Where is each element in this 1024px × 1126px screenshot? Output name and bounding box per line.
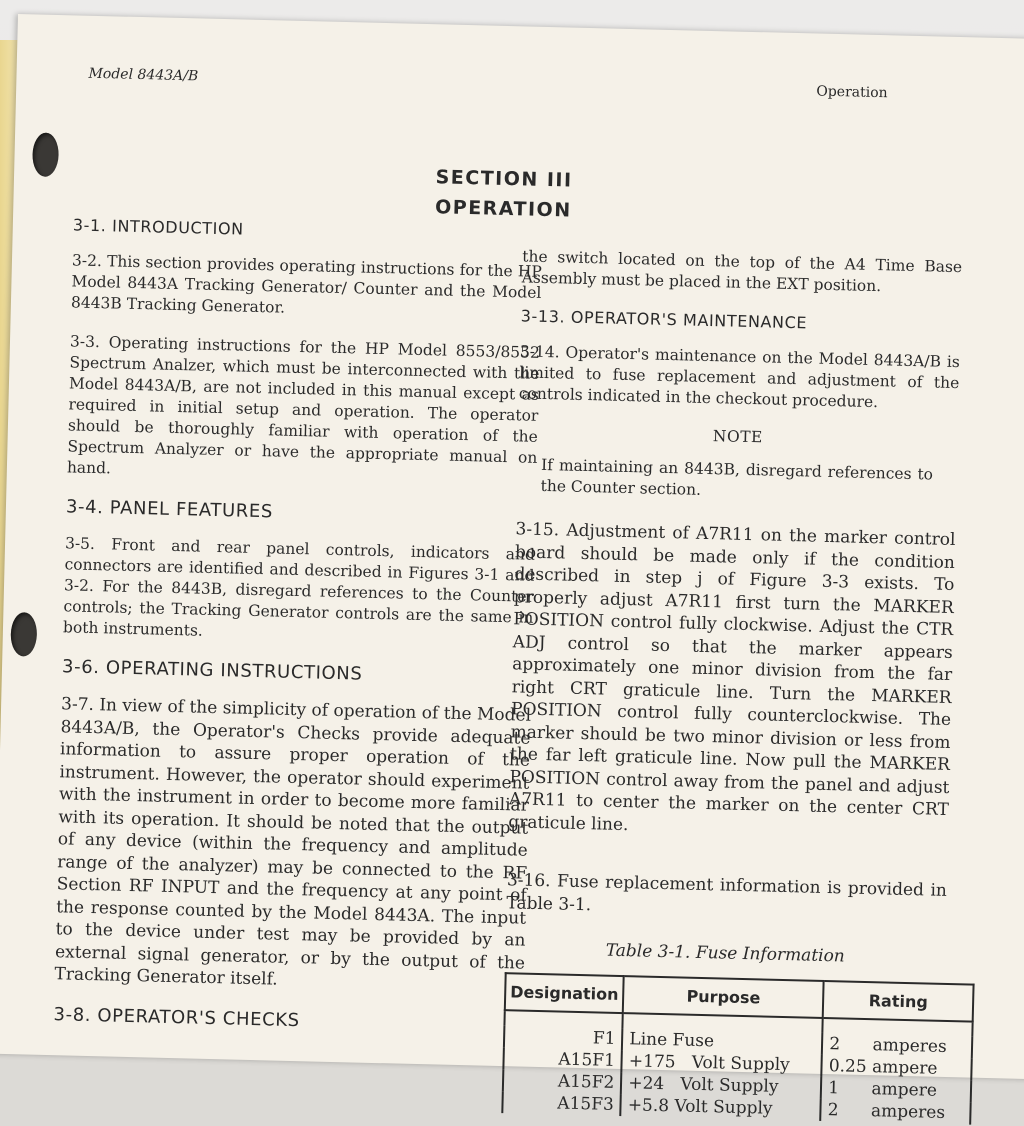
cell-purpose: Line Fuse <box>622 1028 822 1055</box>
note-body: If maintaining an 8443B, disregard references to the Counter section. <box>540 455 934 499</box>
manual-page <box>0 14 1024 1123</box>
running-header-section: Operation <box>816 83 888 102</box>
cell-rating: 0.25 ampere <box>822 1055 972 1081</box>
heading-operators-maintenance: 3-13. OPERATOR'S MAINTENANCE <box>520 306 808 333</box>
section-number: SECTION III <box>435 166 573 192</box>
cell-rating: 2 amperes <box>820 1099 970 1125</box>
heading-operating-instructions: 3-6. OPERATING INSTRUCTIONS <box>61 656 363 685</box>
cell-designation: A15F1 <box>503 1047 622 1072</box>
paragraph-3-2: 3-2. This section provides operating instructions for the HP Model 8443A Tracking Generator/ Counter and the Model 8443B Tracking Generator. <box>70 251 543 317</box>
column-header-designation: Designation <box>505 973 624 1013</box>
cell-rating: 2 amperes <box>822 1033 972 1059</box>
cell-purpose: +24 Volt Supply <box>621 1072 821 1099</box>
fuse-table <box>501 972 974 1124</box>
paragraph-3-15: 3-15. Adjustment of A7R11 on the marker control board should be made only if the condition described in step j of Figure 3-3 exists. To properly adjust A7R11 first turn the MARKER POSITION control fully clockwise. Adjust the CTR ADJ control so that the marker appears approximately one minor division from the far right CRT graticule line. Turn the MARKER POSITION control fully counterclockwise. The marker should be two minor division or less from the far left graticule line. Now pull the MARKER POSITION control away from the panel and adjust A7R11 to center the marker on the center CRT graticule line. <box>508 519 956 835</box>
cell-rating: 1 ampere <box>821 1077 971 1103</box>
cell-designation: F1 <box>504 1025 623 1050</box>
paragraph-3-7: 3-7. In view of the simplicity of operation of the Model 8443A/B, the Operator's Checks provide adequate information to assure proper operation of the instrument. However, the operator should experiment with the instrument in order to become more familiar with its operation. It should be noted that the output of any device (within the frequency and amplitude range of the analyzer) may be connected to the RF Section RF INPUT and the frequency at any point of the response counted by the Model 8443A. The input to the device under test may be provided by an external signal generator, or by the output of the Tracking Generator itself. <box>54 694 532 990</box>
column-header-rating: Rating <box>823 981 974 1022</box>
cell-designation: A15F2 <box>503 1069 622 1094</box>
cell-designation: A15F3 <box>502 1091 621 1116</box>
column-header-purpose: Purpose <box>623 976 824 1018</box>
note-title: NOTE <box>712 427 764 447</box>
punch-hole <box>32 132 59 177</box>
section-title <box>403 161 604 226</box>
heading-introduction: 3-1. INTRODUCTION <box>72 215 244 239</box>
paragraph-3-16: 3-16. Fuse replacement information is provided in Table 3-1. <box>506 870 948 915</box>
cell-purpose: +175 Volt Supply <box>622 1050 822 1077</box>
section-name: OPERATION <box>434 196 572 222</box>
paragraph-continued: the switch located on the top of the A4 Time Base Assembly must be placed in the EXT position. <box>521 247 963 296</box>
running-header-model: Model 8443A/B <box>88 65 199 85</box>
paragraph-3-14: 3-14. Operator's maintenance on the Model 8443A/B is limited to fuse replacement and adjustment of the controls indicated in the checkout procedure. <box>518 342 960 412</box>
cell-purpose: +5.8 Volt Supply <box>621 1094 821 1121</box>
heading-panel-features: 3-4. PANEL FEATURES <box>65 496 274 523</box>
left-column <box>53 215 543 1052</box>
right-column <box>501 246 962 1123</box>
punch-hole <box>10 612 37 657</box>
table-caption: Table 3-1. Fuse Information <box>605 940 846 967</box>
heading-operators-checks: 3-8. OPERATOR'S CHECKS <box>53 1003 300 1031</box>
paragraph-3-5: 3-5. Front and rear panel controls, indicators and connectors are identified and described in Figures 3-1 and 3-2. For the 8443B, disregard references to the Counter controls; the Tracking Generator controls are the same in both instruments. <box>62 534 536 640</box>
paragraph-3-3: 3-3. Operating instructions for the HP Model 8553/8552 Spectrum Analzer, which must be interconnected with the Model 8443A/B, are not included in this manual except as required in initial setup and operation. The operator should be thoroughly familiar with operation of the Spectrum Analyzer or have the appropriate manual on hand. <box>66 332 541 478</box>
